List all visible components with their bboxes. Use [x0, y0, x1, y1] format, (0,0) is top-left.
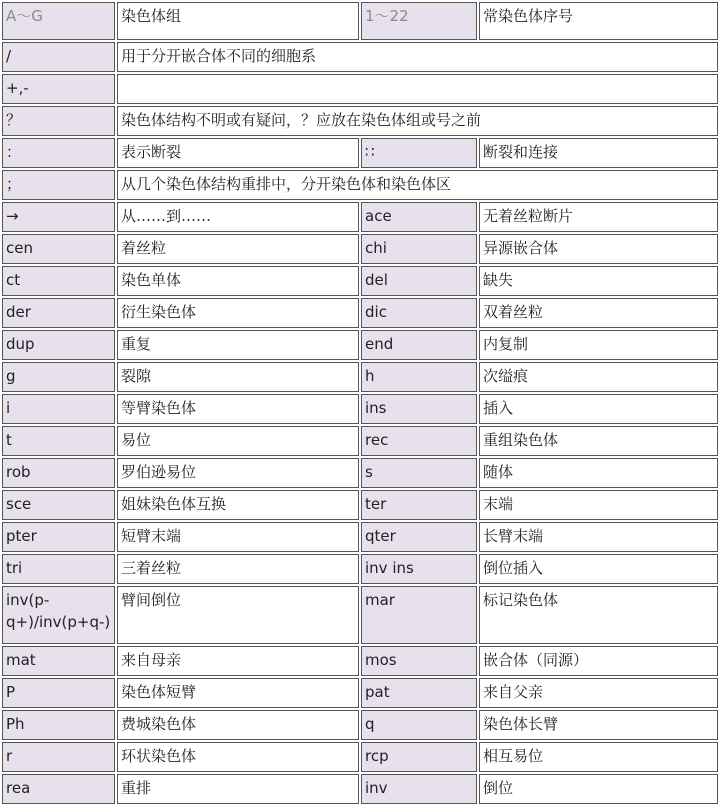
row-23-description-right: 倒位 [479, 774, 718, 804]
row-0-description-left: 染色体组 [117, 2, 359, 40]
row-19-description-right: 嵌合体（同源） [479, 646, 718, 676]
row-15-abbreviation-right: ter [361, 490, 477, 520]
row-9-description-left: 衍生染色体 [117, 298, 359, 328]
row-11-description-right: 次缢痕 [479, 362, 718, 392]
row-16-abbreviation-right: qter [361, 522, 477, 552]
row-22-description-right: 相互易位 [479, 742, 718, 772]
row-21-description-left: 费城染色体 [117, 710, 359, 740]
row-2-abbreviation: +,- [2, 74, 115, 104]
row-17-abbreviation-right: inv ins [361, 554, 477, 584]
row-3-description: 染色体结构不明或有疑问，？应放在染色体组或号之前 [117, 106, 718, 136]
row-18-description-left: 臂间倒位 [117, 586, 359, 644]
row-0-abbreviation-right: 1～22 [361, 2, 477, 40]
row-7-description-left: 着丝粒 [117, 234, 359, 264]
row-8-description-right: 缺失 [479, 266, 718, 296]
row-6-abbreviation-right: ace [361, 202, 477, 232]
row-13-description-left: 易位 [117, 426, 359, 456]
row-14-description-left: 罗伯逊易位 [117, 458, 359, 488]
row-17-description-right: 倒位插入 [479, 554, 718, 584]
row-21-description-right: 染色体长臂 [479, 710, 718, 740]
row-12-description-left: 等臂染色体 [117, 394, 359, 424]
row-11-description-left: 裂隙 [117, 362, 359, 392]
row-17-abbreviation-left: tri [2, 554, 115, 584]
row-13-description-right: 重组染色体 [479, 426, 718, 456]
row-12-abbreviation-left: i [2, 394, 115, 424]
row-22-description-left: 环状染色体 [117, 742, 359, 772]
row-16-description-right: 长臂末端 [479, 522, 718, 552]
row-11-abbreviation-left: g [2, 362, 115, 392]
row-4-abbreviation-right: ∷ [361, 138, 477, 168]
row-9-abbreviation-left: der [2, 298, 115, 328]
row-0-description-right: 常染色体序号 [479, 2, 718, 40]
row-23-description-left: 重排 [117, 774, 359, 804]
row-19-description-left: 来自母亲 [117, 646, 359, 676]
row-12-abbreviation-right: ins [361, 394, 477, 424]
row-3-abbreviation: ？ [2, 106, 115, 136]
row-19-abbreviation-left: mat [2, 646, 115, 676]
row-18-abbreviation-left: inv(p-q+)/inv(p+q-) [2, 586, 115, 644]
row-18-description-right: 标记染色体 [479, 586, 718, 644]
row-20-description-right: 来自父亲 [479, 678, 718, 708]
row-16-description-left: 短臂末端 [117, 522, 359, 552]
row-10-description-right: 内复制 [479, 330, 718, 360]
row-13-abbreviation-left: t [2, 426, 115, 456]
row-11-abbreviation-right: h [361, 362, 477, 392]
row-0-abbreviation-left: A～G [2, 2, 115, 40]
row-10-description-left: 重复 [117, 330, 359, 360]
row-9-description-right: 双着丝粒 [479, 298, 718, 328]
row-20-abbreviation-left: P [2, 678, 115, 708]
row-14-description-right: 随体 [479, 458, 718, 488]
row-5-abbreviation: ； [2, 170, 115, 200]
row-2-description [117, 74, 718, 104]
row-8-abbreviation-left: ct [2, 266, 115, 296]
row-9-abbreviation-right: dic [361, 298, 477, 328]
row-4-description-right: 断裂和连接 [479, 138, 718, 168]
row-7-abbreviation-right: chi [361, 234, 477, 264]
row-22-abbreviation-right: rcp [361, 742, 477, 772]
row-15-description-right: 末端 [479, 490, 718, 520]
row-18-abbreviation-right: mar [361, 586, 477, 644]
row-16-abbreviation-left: pter [2, 522, 115, 552]
row-19-abbreviation-right: mos [361, 646, 477, 676]
row-20-abbreviation-right: pat [361, 678, 477, 708]
row-10-abbreviation-left: dup [2, 330, 115, 360]
row-23-abbreviation-right: inv [361, 774, 477, 804]
row-22-abbreviation-left: r [2, 742, 115, 772]
row-17-description-left: 三着丝粒 [117, 554, 359, 584]
row-8-abbreviation-right: del [361, 266, 477, 296]
row-7-description-right: 异源嵌合体 [479, 234, 718, 264]
row-21-abbreviation-right: q [361, 710, 477, 740]
row-6-description-left: 从……到…… [117, 202, 359, 232]
row-15-description-left: 姐妹染色体互换 [117, 490, 359, 520]
row-21-abbreviation-left: Ph [2, 710, 115, 740]
row-10-abbreviation-right: end [361, 330, 477, 360]
row-8-description-left: 染色单体 [117, 266, 359, 296]
row-12-description-right: 插入 [479, 394, 718, 424]
row-1-description: 用于分开嵌合体不同的细胞系 [117, 42, 718, 72]
row-6-abbreviation-left: → [2, 202, 115, 232]
row-13-abbreviation-right: rec [361, 426, 477, 456]
row-23-abbreviation-left: rea [2, 774, 115, 804]
row-4-abbreviation-left: ： [2, 138, 115, 168]
row-7-abbreviation-left: cen [2, 234, 115, 264]
row-5-description: 从几个染色体结构重排中，分开染色体和染色体区 [117, 170, 718, 200]
row-4-description-left: 表示断裂 [117, 138, 359, 168]
row-14-abbreviation-left: rob [2, 458, 115, 488]
row-20-description-left: 染色体短臂 [117, 678, 359, 708]
row-6-description-right: 无着丝粒断片 [479, 202, 718, 232]
row-14-abbreviation-right: s [361, 458, 477, 488]
row-1-abbreviation: / [2, 42, 115, 72]
row-15-abbreviation-left: sce [2, 490, 115, 520]
